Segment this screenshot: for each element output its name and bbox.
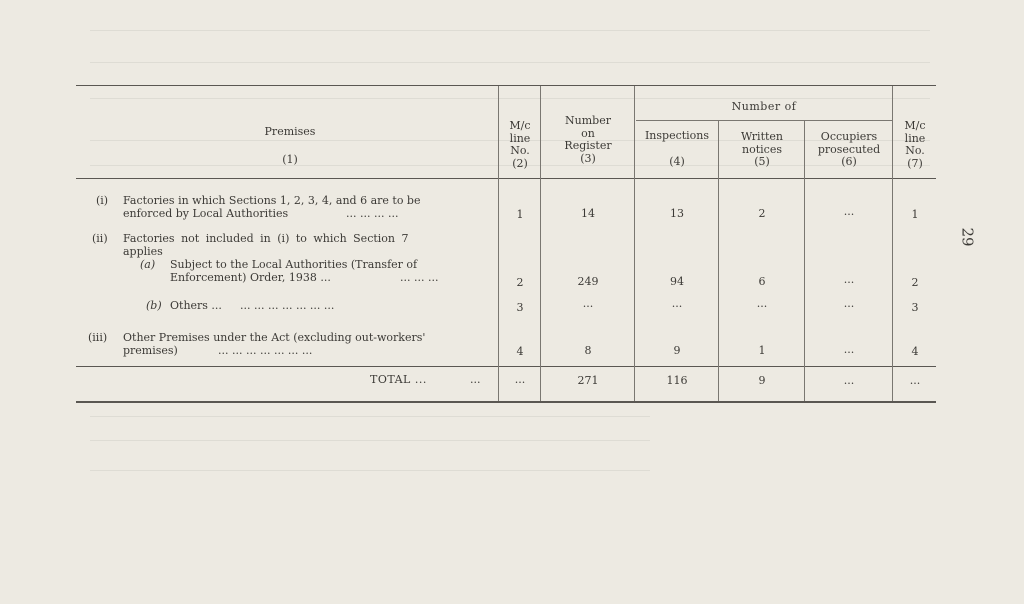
cell-written-notices: 1 <box>758 344 766 357</box>
total-label: TOTAL ... <box>370 373 427 386</box>
header-number-on-register: Number on Register (3) <box>564 114 612 165</box>
cell-register: 8 <box>584 344 592 357</box>
row-label-cont: premises) <box>123 344 178 357</box>
cell-mc-line: 4 <box>516 345 524 358</box>
cell-prosecuted: ... <box>843 273 855 286</box>
header-number-of: Number of <box>731 100 797 113</box>
row-label: Others ... <box>170 299 222 312</box>
row-label: Subject to the Local Authorities (Transfer of <box>170 258 418 271</box>
col-divider <box>540 86 541 401</box>
cell-mc-line: 2 <box>516 276 524 289</box>
row-leader-dots: ... ... ... <box>400 271 439 284</box>
row-label-number: (b) <box>146 299 162 312</box>
total-written-notices: 9 <box>758 374 766 387</box>
cell-register: ... <box>582 297 594 310</box>
header-mc-line-7: M/c line No. (7) <box>904 119 926 170</box>
row-label: Other Premises under the Act (excluding out-workers' <box>123 331 426 344</box>
cell-inspections: 9 <box>673 344 681 357</box>
cell-mc-line: 3 <box>516 301 524 314</box>
row-label-number: (iii) <box>88 331 108 344</box>
header-premises: Premises <box>264 125 316 138</box>
total-register: 271 <box>577 374 599 387</box>
row-leader-dots: ... ... ... ... ... ... ... <box>218 344 313 357</box>
total-mc-line: ... <box>514 373 526 386</box>
cell-written-notices: 2 <box>758 207 766 220</box>
row-label-number: (i) <box>96 194 109 207</box>
header-occupiers-prosecuted: Occupiers prosecuted (6) <box>817 130 881 168</box>
header-inspections: Inspections <box>644 129 710 142</box>
cell-prosecuted: ... <box>843 297 855 310</box>
row-label-cont: Enforcement) Order, 1938 ... <box>170 271 331 284</box>
header-written-notices: Written notices (5) <box>740 130 784 168</box>
cell-inspections: 94 <box>670 275 684 288</box>
cell-written-notices: ... <box>756 297 768 310</box>
cell-mc-line: 1 <box>516 208 524 221</box>
row-label-number: (ii) <box>92 232 108 245</box>
row-label-number: (a) <box>140 258 156 271</box>
col-divider <box>804 121 805 401</box>
col-divider <box>892 86 893 401</box>
cell-prosecuted: ... <box>843 205 855 218</box>
cell-mc-line-7: 3 <box>911 301 919 314</box>
table-bottom-rule <box>76 401 936 403</box>
total-top-rule <box>76 366 936 367</box>
total-mc-line-7: ... <box>909 374 921 387</box>
col-divider <box>498 86 499 401</box>
header-premises-col: (1) <box>282 153 298 166</box>
row-label-cont: applies <box>123 245 163 258</box>
row-label: Factories not included in (i) to which Section 7 <box>123 232 409 245</box>
cell-mc-line-7: 2 <box>911 276 919 289</box>
col-divider <box>634 86 635 401</box>
header-bottom-rule <box>76 178 936 179</box>
table-top-rule <box>76 85 936 86</box>
number-of-underline <box>636 120 892 121</box>
cell-written-notices: 6 <box>758 275 766 288</box>
row-label-cont: enforced by Local Authorities <box>123 207 289 220</box>
header-mc-line: M/c line No. (2) <box>509 119 531 170</box>
cell-inspections: ... <box>671 297 683 310</box>
row-leader-dots: ... ... ... ... <box>346 207 399 220</box>
row-label: Factories in which Sections 1, 2, 3, 4, and 6 are to be <box>123 194 421 207</box>
col-divider <box>718 121 719 401</box>
total-inspections: 116 <box>666 374 688 387</box>
cell-mc-line-7: 1 <box>911 208 919 221</box>
page-number: 29 <box>958 227 977 247</box>
cell-register: 14 <box>581 207 595 220</box>
cell-inspections: 13 <box>670 207 684 220</box>
header-inspections-col: (4) <box>669 155 685 168</box>
cell-prosecuted: ... <box>843 343 855 356</box>
cell-mc-line-7: 4 <box>911 345 919 358</box>
total-prosecuted: ... <box>843 374 855 387</box>
row-leader-dots: ... ... ... ... ... ... ... <box>240 299 335 312</box>
cell-register: 249 <box>577 275 599 288</box>
total-leader-dots: ... <box>470 373 481 386</box>
